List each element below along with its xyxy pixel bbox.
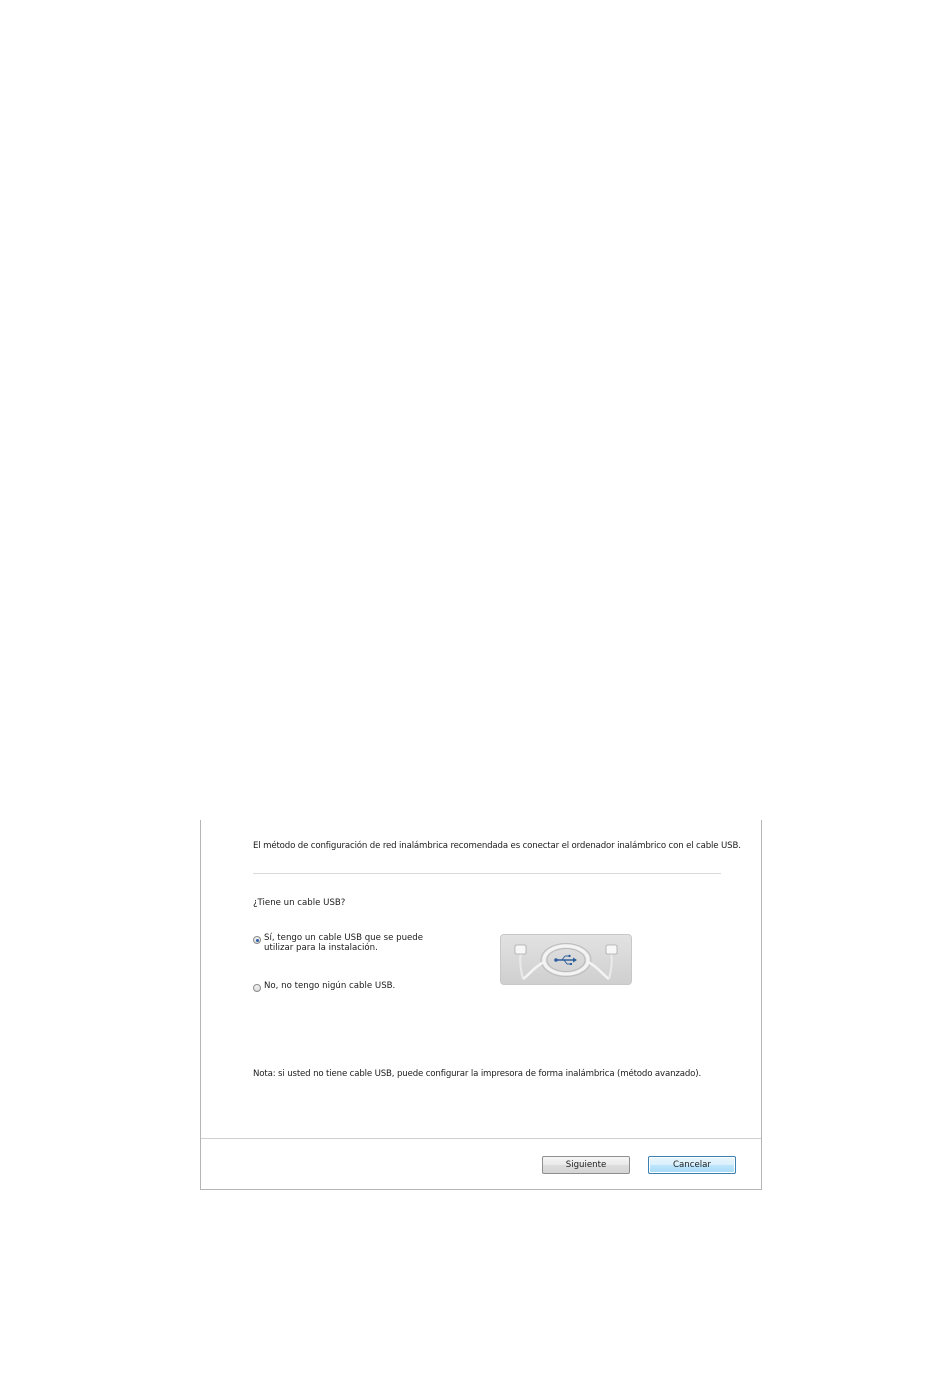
usb-no-label[interactable]: No, no tengo nigún cable USB. — [264, 981, 396, 991]
usb-yes-label[interactable]: Sí, tengo un cable USB que se puede utilizar para la instalación. — [264, 933, 424, 953]
usb-cable-icon — [500, 934, 632, 985]
note-text: Nota: si usted no tiene cable USB, puede configurar la impresora de forma inalámbrica (método avanzado). — [253, 1069, 702, 1079]
usb-yes-radio[interactable] — [253, 936, 261, 944]
usb-symbol-icon — [554, 955, 577, 965]
usb-no-option[interactable] — [253, 981, 444, 992]
usb-setup-dialog — [200, 820, 762, 1190]
usb-yes-option[interactable] — [253, 933, 444, 953]
section-divider — [253, 873, 721, 874]
usb-question: ¿Tiene un cable USB? — [253, 898, 346, 908]
next-button[interactable]: Siguiente — [542, 1156, 630, 1174]
footer-divider — [201, 1138, 761, 1139]
usb-cable-illustration — [501, 935, 631, 984]
intro-text: El método de configuración de red inalámbrica recomendada es conectar el ordenador inalámbrico con el cable USB. — [253, 841, 741, 851]
cancel-button[interactable]: Cancelar — [648, 1156, 736, 1174]
usb-no-radio[interactable] — [253, 984, 261, 992]
